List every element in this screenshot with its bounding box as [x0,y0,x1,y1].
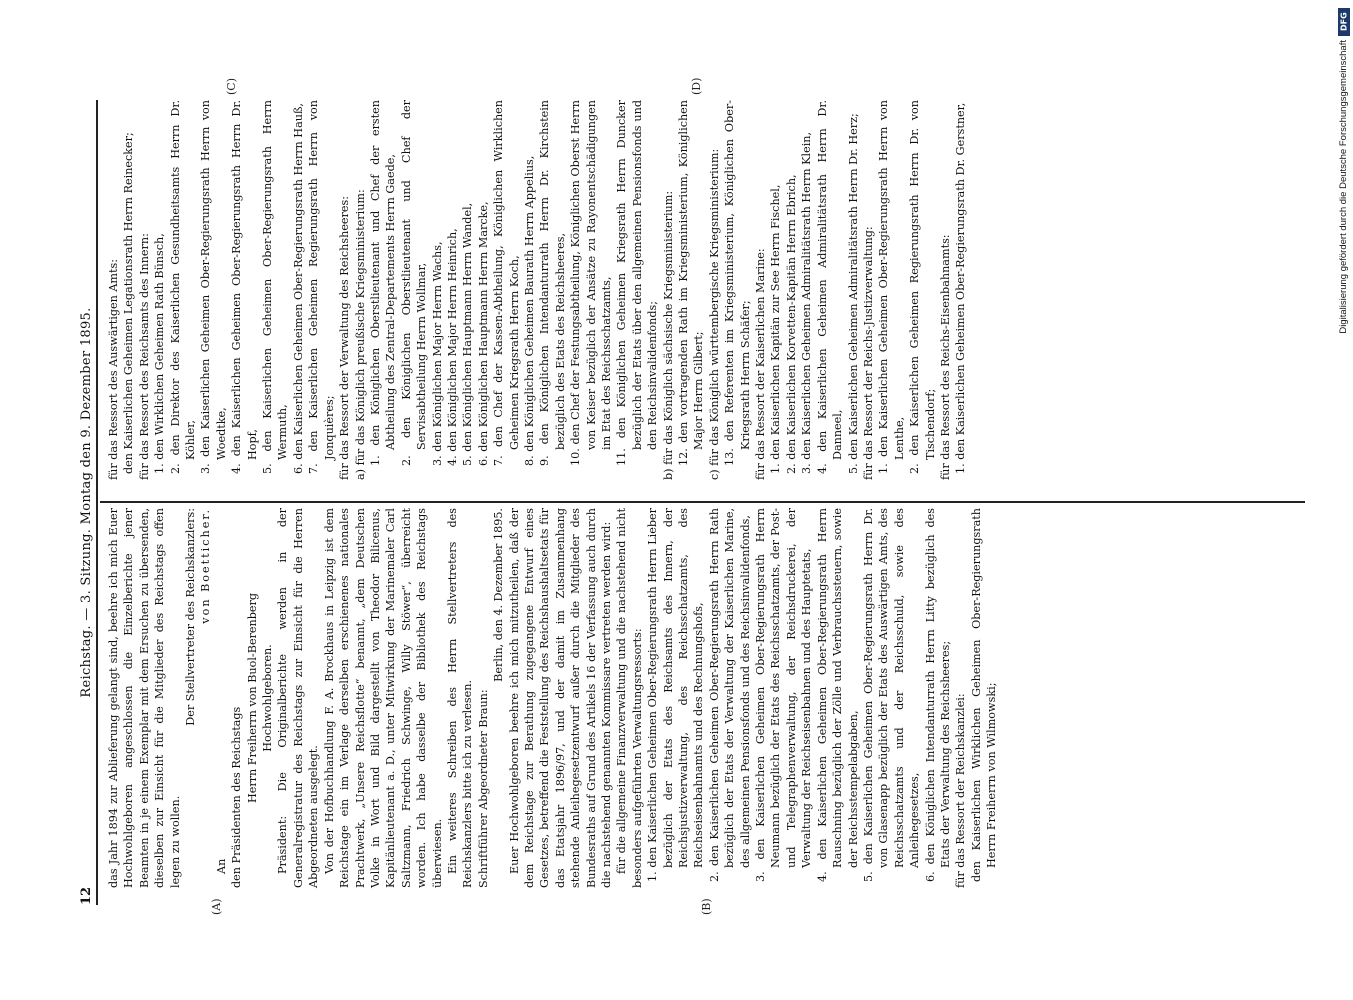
list-item: 1. den Kaiserlichen Geheimen Ober-Regierungsrath Herrn Lieber bezüglich der Etats des Reichsamts des Innern, der Reichsjustizverwaltung, des Reichsschatzamts, des Reichseisenbahnamts und des Rechnungshofs, [646,508,706,882]
list-item: 2. den Kaiserlichen Korvetten-Kapitän Herrn Ebrich, [784,174,798,474]
list-item: den Kaiserlichen Wirklichen Geheimen Ober-Regierungsrath Herrn Freiherrn von Wilmowski; [969,508,999,882]
list-item: 2. den Kaiserlichen Geheimen Regierungsrath Herrn Dr. von Tischendorf; [908,100,937,474]
subsection-heading: a) für das Königlich preußische Kriegsministerium: [353,189,367,480]
dfg-logo: DFG [1338,8,1350,36]
column-divider [100,501,1305,503]
paragraph: Ein weiteres Schreiben des Herrn Stellvertreters des Reichskanzlers bitte ich zu verlesen. [445,508,475,888]
address-line: Hochwohlgeboren. [261,644,275,752]
section-heading: für das Ressort der Reichskanzlei: [954,693,968,888]
section-heading: für das Ressort des Reichs-Eisenbahnamts: [938,234,952,480]
list-item: 6. den Kaiserlichen Geheimen Ober-Regierungsrath Herrn Hauß, [291,103,305,474]
list-item: 2. den Kaiserlichen Geheimen Ober-Regierungsrath Herrn Rath bezüglich der Etats der Verwaltung der Kaiserlichen Marine, des allgemeinen Pensionsfonds und des Reichsinvalidenfonds, [707,508,752,882]
list-item: 13. den Referenten im Kriegsministerium, Königlichen Ober-Kriegsrath Herrn Schäfer; [723,100,752,466]
list-item: 1. den Kaiserlichen Geheimen Ober-Regierungsrath Herrn von Lenthe, [877,100,906,474]
list-item: 5. den Kaiserlichen Geheimen Ober-Regierungsrath Herrn Dr. von Glasenapp bezüglich der Etats des Auswärtigen Amts, des Reichsschatzamts und der Reichsschuld, sowie des Anleihegesetzes, [861,508,922,882]
running-header [76,100,98,905]
list-item: 5. den Kaiserlichen Geheimen Admiralitätsrath Herrn Dr. Herz; [846,113,860,474]
list-item: 4. den Kaiserlichen Geheimen Admiralitätsrath Herrn Dr. Danneel, [815,100,845,474]
margin-mark-b: (B) [700,898,713,915]
address-line: An [214,858,228,874]
address-line: Herrn Freiherrn von Buol-Berenberg [245,592,259,804]
list-item: 1. den Königlichen Oberstlieutenant und Chef der ersten Abtheilung des Zentral-Departements Herrn Gaede, [368,100,398,466]
list-item: 3. den Kaiserlichen Geheimen Ober-Regierungsrath Herrn von Woedtke, [199,100,228,474]
section-heading: für das Ressort der Reichs-Justizverwaltung: [861,226,875,480]
list-item: 4. den Kaiserlichen Geheimen Ober-Regierungsrath Herrn Rauschning bezüglich der Zölle und Verbrauchssteuern, sowie der Reichsstempelabgaben, [815,508,860,882]
list-item: 6. den Königlichen Intendanturrath Herrn Litty bezüglich des Etats der Verwaltung des Reichsheeres; [923,508,952,882]
right-column [106,100,969,480]
list-item: den Kaiserlichen Geheimen Legationsrath Herrn Reinecker; [122,132,136,474]
section-heading: für das Ressort der Kaiserlichen Marine: [754,248,768,480]
list-item: 1. den Kaiserlichen Geheimen Ober-Regierungsrath Dr. Gerstner, [954,102,968,474]
paragraph: für die allgemeine Finanzverwaltung und die nachstehend nicht besonders aufgeführten Verwaltungsressorts: [615,508,644,888]
section-heading: für das Ressort des Auswärtigen Amts: [107,258,120,480]
list-item: 5. den Königlichen Hauptmann Herrn Wandel, [461,202,475,466]
list-item: 5. den Kaiserlichen Geheimen Ober-Regierungsrath Herrn Wermuth, [261,100,290,474]
list-item: 9. den Königlichen Intendanturrath Herrn Dr. Kirchstein bezüglich des Etats des Reichsheeres, [538,100,567,466]
section-heading: für das Ressort des Reichsamts des Innern: [137,233,151,480]
signature-name: von Boetticher. [199,508,213,624]
list-item: 8. den Königlichen Geheimen Baurath Herrn Appelius, [522,155,536,466]
list-item: 2. den Direktor des Kaiserlichen Gesundheitsamts Herrn Dr. Köhler, [168,100,198,474]
list-item: 1. den Kaiserlichen Kapitän zur See Herrn Fischel, [769,184,783,474]
section-heading: für das Ressort der Verwaltung des Reichsheeres: [338,195,352,480]
page-number: 12 [79,886,94,905]
subsection-heading: c) für das Königlich württembergische Kriegsministerium: [707,148,721,480]
list-item: 10. den Chef der Festungsabtheilung, Königlichen Oberst Herrn von Keiser bezüglich der Ansätze zu Rayonentschädigungen im Etat des Reichsschatzamts, [569,100,613,466]
dateline: Berlin, den 4. Dezember 1895. [492,508,506,682]
list-item: 4. den Kaiserlichen Geheimen Ober-Regierungsrath Herrn Dr. Hopf, [230,100,259,474]
left-column [106,508,1000,888]
address-line: den Präsidenten des Reichstags [230,706,244,888]
list-item: 2. den Königlichen Oberstlieutenant und Chef der Servisabtheilung Herrn Wollmar, [399,100,429,466]
list-item: 7. den Chef der Kassen-Abtheilung, Königlichen Wirklichen Geheimen Kriegsrath Herrn Koch, [492,100,521,466]
list-item: 6. den Königlichen Hauptmann Herrn Marcke, [476,201,490,466]
margin-mark-a: (A) [210,898,223,915]
paragraph: das Jahr 1894 zur Ablieferung gelangt sind, beehre ich mich Euer Hochwohlgeboren angeschlossen die Einzelberichte jener Beamten in je einem Exemplar mit dem Ersuchen zu übersenden, dieselben zur Einsicht für die Mitglieder des Reichstags offen legen zu wollen. [107,508,182,888]
signature-title: Der Stellvertreter des Reichskanzlers: [184,508,198,726]
margin-mark-d: (D) [690,77,703,95]
subsection-heading: b) für das Königlich sächsische Kriegsministerium: [661,190,675,480]
list-item: 12. den vortragenden Rath im Kriegsministerium, Königlichen Major Herrn Gilbert; [677,100,706,466]
paragraph: Euer Hochwohlgeboren beehre ich mich mitzutheilen, daß der dem Reichstage zur Berathung zugegangene Entwurf eines Gesetzes, betreffend die Feststellung des Reichshaushaltsetats für das Etatsjahr 1896/97, und der damit im Zusammenhang stehende Anleihegesetzentwurf außer durch die Mitglieder des Bundesraths auf Grund des Artikels 16 der Verfassung auch durch die nachstehend genannten Kommissare vertreten werden wird: [507,508,613,888]
speaker-line: Schriftführer Abgeordneter Braun: [476,689,490,888]
list-item: 7. den Kaiserlichen Geheimen Regierungsrath Herrn von Jonquières; [307,100,336,474]
margin-mark-c: (C) [225,78,238,95]
digitization-credit: Digitalisierung gefördert durch die Deutsche Forschungsgemeinschaft [1338,40,1349,334]
list-item: 11. den Königlichen Geheimen Kriegsrath Herrn Duncker bezüglich der Etats über den allgemeinen Pensionsfonds und den Reichsinvalidenfonds; [615,100,660,466]
paragraph: Präsident: Die Originalberichte werden in der Generalregistratur des Reichstags zur Einsicht für die Herren Abgeordneten ausgelegt. [276,508,321,888]
paragraph: Von der Hofbuchhandlung F. A. Brockhaus in Leipzig ist dem Reichstage ein im Verlage derselben erschienenes nationales Prachtwerk, „Unsere Reichsflotte“ benannt, „dem Deutschen Volke in Wort und Bild dargestellt von Theodor Bilicenus, Kapitänlieutenant a. D., unter Mitwirkung der Marinemaler Carl Saltzmann, Friedrich Schwinge, Willy Stöwer“, überreicht worden. Ich habe dasselbe der Bibliothek des Reichstags überwiesen. [322,508,444,888]
list-item: 3. den Kaiserlichen Geheimen Admiralitätsrath Herrn Klein, [800,131,814,474]
header-title: Reichstag. — 3. Sitzung. Montag den 9. Dezember 1895. [79,307,94,698]
list-item: 3. den Königlichen Major Herrn Wachs, [430,241,444,466]
list-item: 1. den Wirklichen Geheimen Rath Bünsch, [153,233,167,474]
list-item: 4. den Königlichen Major Herrn Heinrich, [445,228,459,466]
list-item: 3. den Kaiserlichen Geheimen Ober-Regierungsrath Herrn Neumann bezüglich der Etats des Reichsschatzamts, der Post- und Telegraphenverwaltung, der Reichsdruckerei, der Verwaltung der Reichseisenbahnen und des Hauptetats, [754,508,814,882]
